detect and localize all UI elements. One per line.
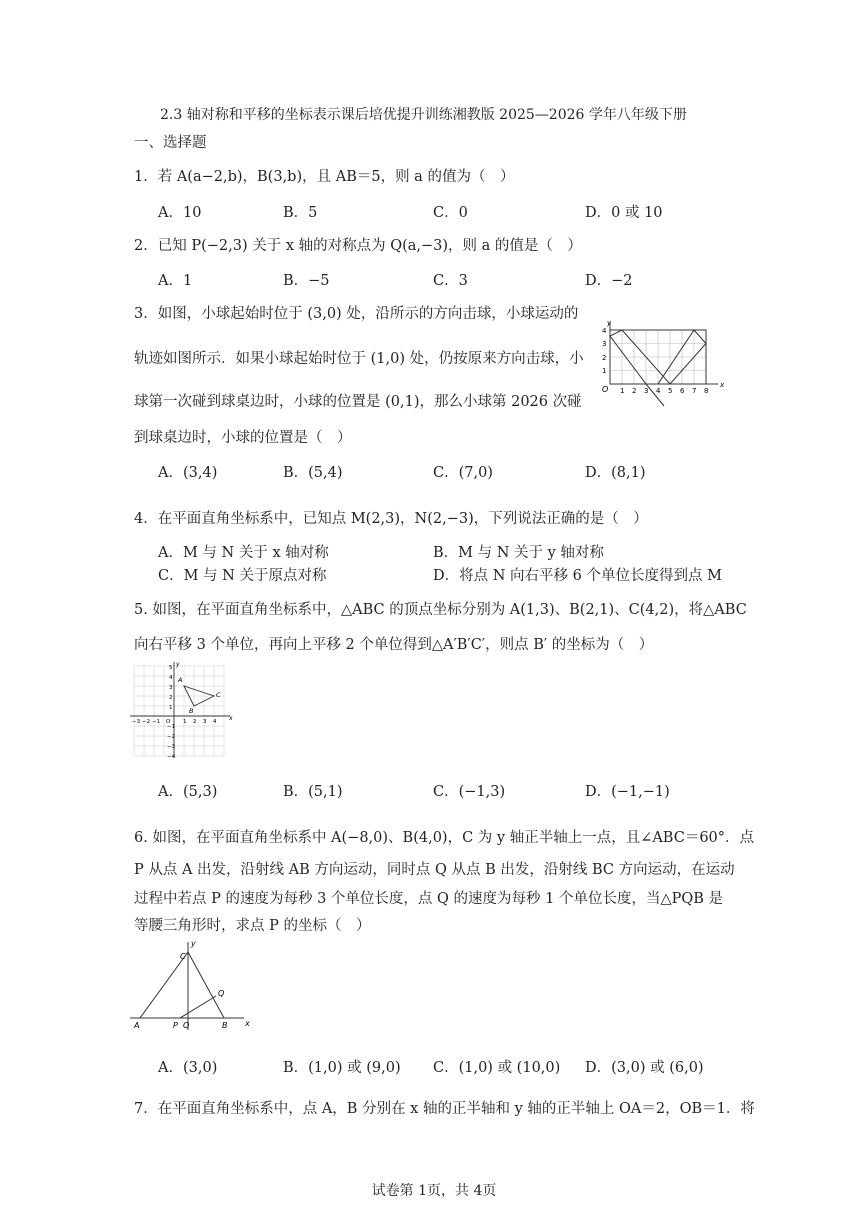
question-3-line-1: 3．如图，小球起始时位于 (3,0) 处，沿所示的方向击球，小球运动的: [134, 306, 579, 322]
fig3-y-tick: 3: [602, 340, 607, 348]
fig5-y-tick: 4: [169, 675, 173, 681]
fig3-x-tick: 3: [644, 387, 649, 395]
fig5-x-axis-label: x: [229, 715, 233, 722]
page-footer: 试卷第 1页，共 4页: [371, 1183, 497, 1199]
q4-option-d[interactable]: D．将点 N 向右平移 6 个单位长度得到点 M: [433, 568, 722, 584]
q3-option-b[interactable]: B．(5,4): [283, 465, 343, 481]
fig3-y-tick: 1: [602, 367, 607, 375]
question-3-line-2: 轨迹如图所示．如果小球起始时位于 (1,0) 处，仍按原来方向击球，小: [134, 351, 584, 367]
fig5-x-tick: O: [166, 719, 171, 725]
fig5-y-tick: −4: [167, 754, 176, 760]
question-6-line-2: P 从点 A 出发，沿射线 AB 方向运动，同时点 Q 从点 B 出发，沿射线 BC 方向运动，在运动: [134, 862, 735, 878]
fig3-x-tick: 1: [620, 387, 625, 395]
fig5-point-b-label: B: [189, 707, 194, 715]
q6-option-a[interactable]: A．(3,0): [158, 1060, 218, 1076]
q4-option-c[interactable]: C．M 与 N 关于原点对称: [158, 568, 327, 584]
section-heading: 一、选择题: [134, 135, 207, 151]
fig5-y-tick: 2: [169, 695, 173, 701]
q3-option-d[interactable]: D．(8,1): [585, 465, 646, 481]
question-5-line-1: 5. 如图，在平面直角坐标系中，△ABC 的顶点坐标分别为 A(1,3)、B(2,1)、C(4,2)，将△ABC: [134, 602, 747, 618]
question-5-line-2: 向右平移 3 个单位，再向上平移 2 个单位得到△A′B′C′，则点 B′ 的坐标为（ ）: [134, 637, 654, 653]
fig5-y-tick: −1: [167, 724, 176, 730]
fig6-point-p-label: P: [173, 1021, 178, 1030]
question-6-line-1: 6. 如图，在平面直角坐标系中 A(−8,0)、B(4,0)，C 为 y 轴正半轴上一点，且∠ABC＝60°．点: [134, 830, 755, 846]
fig3-y-axis-label: y: [607, 319, 612, 327]
question-7-stem: 7．在平面直角坐标系中，点 A，B 分别在 x 轴的正半轴和 y 轴的正半轴上 OA＝2，OB＝1．将: [134, 1101, 755, 1117]
question-6-line-3: 过程中若点 P 的速度为每秒 3 个单位长度，点 Q 的速度为每秒 1 个单位长度，当△PQB 是: [134, 891, 724, 907]
fig3-x-tick: 5: [668, 387, 673, 395]
fig5-x-tick: −3: [132, 719, 141, 725]
question-3-line-4: 到球桌边时，小球的位置是（ ）: [134, 430, 352, 446]
fig3-x-tick: 7: [692, 387, 697, 395]
fig5-x-tick: 3: [203, 719, 207, 725]
fig3-x-tick: 8: [704, 387, 709, 395]
fig3-x-axis-label: x: [720, 381, 725, 389]
question-2-stem: 2．已知 P(−2,3) 关于 x 轴的对称点为 Q(a,−3)，则 a 的值是（ ）: [134, 238, 582, 254]
fig3-y-tick: 2: [602, 354, 607, 362]
fig5-y-tick: −3: [167, 744, 176, 750]
fig3-origin-label: O: [602, 385, 609, 394]
q3-option-c[interactable]: C．(7,0): [433, 465, 493, 481]
q6-option-d[interactable]: D．(3,0) 或 (6,0): [585, 1060, 704, 1076]
fig6-point-q-label: Q: [218, 989, 225, 998]
q2-option-d[interactable]: D．−2: [585, 273, 633, 289]
fig6-point-a-label: A: [134, 1021, 140, 1030]
fig5-x-tick: −2: [142, 719, 151, 725]
q1-option-d[interactable]: D．0 或 10: [585, 205, 663, 221]
fig6-x-axis-label: x: [245, 1019, 250, 1028]
q5-option-c[interactable]: C．(−1,3): [433, 784, 506, 800]
q4-option-a[interactable]: A．M 与 N 关于 x 轴对称: [158, 545, 329, 561]
fig6-y-axis-label: y: [191, 939, 196, 948]
page-title: 2.3 轴对称和平移的坐标表示课后培优提升训练湘教版 2025—2026 学年八年级下册: [160, 107, 687, 123]
question-6-line-4: 等腰三角形时，求点 P 的坐标（ ）: [134, 918, 371, 934]
fig3-x-tick: 2: [632, 387, 637, 395]
q2-option-b[interactable]: B．−5: [283, 273, 330, 289]
fig5-y-tick: 5: [169, 665, 173, 671]
fig5-y-tick: 3: [169, 685, 173, 691]
fig5-y-axis-label: y: [176, 661, 180, 668]
q5-option-b[interactable]: B．(5,1): [283, 784, 343, 800]
fig6-point-c-label: C: [180, 952, 186, 961]
fig5-point-a-label: A: [178, 676, 183, 684]
question-4-stem: 4．在平面直角坐标系中，已知点 M(2,3)，N(2,−3)，下列说法正确的是（ ）: [134, 511, 648, 527]
q5-option-a[interactable]: A．(5,3): [158, 784, 218, 800]
q2-option-c[interactable]: C．3: [433, 273, 468, 289]
q1-option-b[interactable]: B．5: [283, 205, 318, 221]
figure-q6-triangle: [128, 938, 258, 1033]
q5-option-d[interactable]: D．(−1,−1): [585, 784, 670, 800]
q3-option-a[interactable]: A．(3,4): [158, 465, 218, 481]
q6-option-b[interactable]: B．(1,0) 或 (9,0): [283, 1060, 401, 1076]
fig5-y-tick: 1: [169, 705, 173, 711]
q4-option-b[interactable]: B．M 与 N 关于 y 轴对称: [433, 545, 604, 561]
q2-option-a[interactable]: A．1: [158, 273, 193, 289]
fig5-y-tick: −2: [167, 734, 176, 740]
figure-q3-billiard: [598, 318, 728, 408]
fig5-point-c-label: C: [216, 691, 221, 699]
figure-q5-triangle-grid: [130, 660, 235, 760]
fig6-origin-label: O: [183, 1021, 190, 1030]
q1-option-c[interactable]: C．0: [433, 205, 468, 221]
fig5-x-tick: 1: [183, 719, 187, 725]
question-1-stem: 1．若 A(a−2,b)，B(3,b)，且 AB＝5，则 a 的值为（ ）: [134, 169, 515, 185]
fig3-y-tick: 4: [602, 327, 607, 335]
fig3-x-tick: 4: [656, 387, 661, 395]
fig5-x-tick: 2: [193, 719, 197, 725]
question-3-line-3: 球第一次碰到球桌边时，小球的位置是 (0,1)，那么小球第 2026 次碰: [134, 394, 582, 410]
q1-option-a[interactable]: A．10: [158, 205, 202, 221]
fig3-x-tick: 6: [680, 387, 685, 395]
q6-option-c[interactable]: C．(1,0) 或 (10,0): [433, 1060, 561, 1076]
fig5-x-tick: −1: [152, 719, 161, 725]
fig5-x-tick: 4: [213, 719, 217, 725]
fig6-point-b-label: B: [222, 1021, 228, 1030]
